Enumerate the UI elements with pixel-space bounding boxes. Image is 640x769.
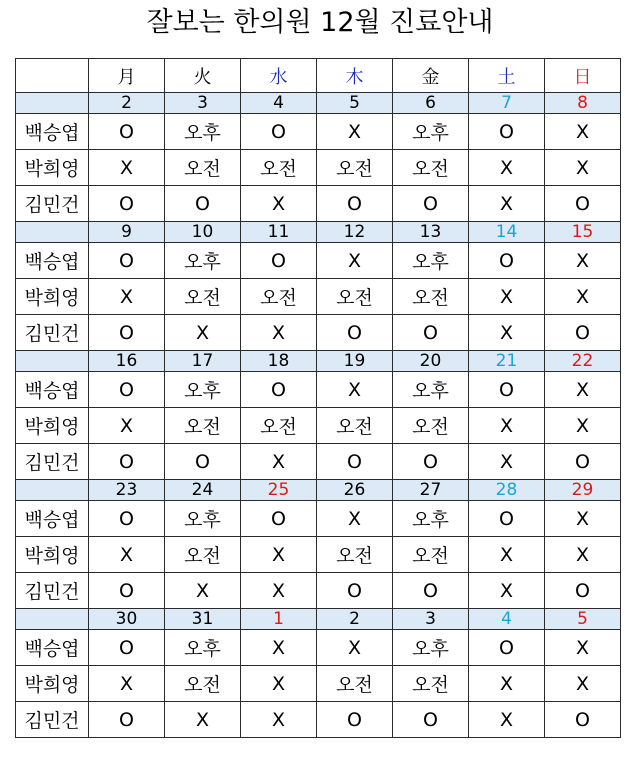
doctor-row — [16, 114, 621, 150]
date-cell: 28 — [469, 480, 545, 501]
schedule-cell: X — [545, 666, 621, 702]
schedule-cell: 오후 — [393, 243, 469, 279]
schedule-cell: X — [165, 315, 241, 351]
schedule-cell: O — [469, 243, 545, 279]
schedule-cell: X — [241, 315, 317, 351]
date-cell: 15 — [545, 222, 621, 243]
header-corner-cell — [16, 59, 89, 93]
schedule-cell: X — [241, 537, 317, 573]
schedule-cell: X — [469, 702, 545, 738]
schedule-cell: O — [317, 444, 393, 480]
schedule-cell: O — [89, 114, 165, 150]
date-cell: 3 — [393, 609, 469, 630]
weekday-header: 金 — [393, 59, 469, 93]
schedule-cell: O — [89, 630, 165, 666]
schedule-cell: X — [545, 537, 621, 573]
schedule-cell: X — [89, 408, 165, 444]
doctor-row — [16, 702, 621, 738]
date-cell: 9 — [89, 222, 165, 243]
page-title: 잘보는 한의원 12월 진료안내 — [146, 7, 494, 38]
schedule-cell: 오전 — [393, 666, 469, 702]
schedule-cell: X — [317, 501, 393, 537]
schedule-cell: X — [469, 666, 545, 702]
schedule-cell: O — [241, 372, 317, 408]
doctor-name: 백승엽 — [16, 372, 89, 408]
doctor-row — [16, 408, 621, 444]
schedule-cell: X — [241, 702, 317, 738]
schedule-cell: X — [545, 150, 621, 186]
schedule-cell: 오후 — [393, 372, 469, 408]
schedule-cell: X — [241, 444, 317, 480]
date-row — [16, 351, 621, 372]
doctor-row — [16, 243, 621, 279]
schedule-cell: X — [469, 573, 545, 609]
schedule-table — [15, 58, 621, 738]
schedule-cell: X — [317, 630, 393, 666]
schedule-cell: O — [545, 444, 621, 480]
doctor-name: 백승엽 — [16, 501, 89, 537]
date-cell: 29 — [545, 480, 621, 501]
date-cell: 21 — [469, 351, 545, 372]
doctor-name: 박희영 — [16, 279, 89, 315]
date-cell: 6 — [393, 93, 469, 114]
date-row — [16, 222, 621, 243]
doctor-name: 김민건 — [16, 315, 89, 351]
schedule-cell: O — [89, 702, 165, 738]
date-cell: 31 — [165, 609, 241, 630]
schedule-cell: X — [89, 150, 165, 186]
date-cell: 8 — [545, 93, 621, 114]
date-row — [16, 609, 621, 630]
date-cell: 22 — [545, 351, 621, 372]
schedule-cell: O — [89, 573, 165, 609]
weekday-header: 木 — [317, 59, 393, 93]
schedule-cell: O — [241, 114, 317, 150]
schedule-cell: X — [317, 114, 393, 150]
date-row-label-cell — [16, 222, 89, 243]
schedule-cell: 오후 — [165, 630, 241, 666]
schedule-cell: 오전 — [317, 666, 393, 702]
schedule-cell: X — [241, 573, 317, 609]
schedule-cell: O — [165, 444, 241, 480]
doctor-name: 백승엽 — [16, 243, 89, 279]
weekday-header: 火 — [165, 59, 241, 93]
schedule-cell: X — [165, 573, 241, 609]
doctor-row — [16, 537, 621, 573]
schedule-cell: O — [89, 315, 165, 351]
schedule-cell: 오전 — [241, 150, 317, 186]
schedule-cell: O — [545, 573, 621, 609]
weekday-header: 水 — [241, 59, 317, 93]
doctor-name: 박희영 — [16, 408, 89, 444]
schedule-cell: X — [469, 186, 545, 222]
schedule-cell: X — [545, 501, 621, 537]
schedule-cell: 오전 — [165, 408, 241, 444]
schedule-cell: O — [393, 186, 469, 222]
doctor-name: 김민건 — [16, 186, 89, 222]
date-cell: 5 — [545, 609, 621, 630]
schedule-cell: 오전 — [165, 537, 241, 573]
doctor-name: 박희영 — [16, 150, 89, 186]
schedule-cell: X — [545, 630, 621, 666]
doctor-row — [16, 630, 621, 666]
schedule-cell: O — [241, 243, 317, 279]
date-cell: 27 — [393, 480, 469, 501]
schedule-cell: X — [545, 372, 621, 408]
schedule-cell: O — [393, 315, 469, 351]
schedule-cell: O — [393, 573, 469, 609]
schedule-cell: 오전 — [393, 279, 469, 315]
date-cell: 30 — [89, 609, 165, 630]
doctor-row — [16, 150, 621, 186]
date-cell: 10 — [165, 222, 241, 243]
date-cell: 11 — [241, 222, 317, 243]
date-row-label-cell — [16, 93, 89, 114]
doctor-name: 백승엽 — [16, 114, 89, 150]
date-cell: 4 — [241, 93, 317, 114]
date-cell: 13 — [393, 222, 469, 243]
date-cell: 19 — [317, 351, 393, 372]
schedule-cell: O — [469, 114, 545, 150]
date-cell: 4 — [469, 609, 545, 630]
schedule-cell: 오전 — [317, 150, 393, 186]
schedule-cell: O — [545, 186, 621, 222]
schedule-cell: O — [545, 315, 621, 351]
doctor-name: 박희영 — [16, 537, 89, 573]
schedule-cell: O — [545, 702, 621, 738]
schedule-cell: O — [317, 186, 393, 222]
date-cell: 16 — [89, 351, 165, 372]
date-row — [16, 480, 621, 501]
schedule-cell: 오전 — [165, 666, 241, 702]
schedule-cell: O — [241, 501, 317, 537]
schedule-cell: 오후 — [393, 501, 469, 537]
schedule-cell: O — [469, 630, 545, 666]
schedule-cell: O — [89, 501, 165, 537]
schedule-cell: O — [393, 444, 469, 480]
schedule-cell: 오전 — [393, 150, 469, 186]
doctor-row — [16, 501, 621, 537]
schedule-cell: X — [89, 279, 165, 315]
date-cell: 12 — [317, 222, 393, 243]
date-cell: 1 — [241, 609, 317, 630]
doctor-name: 김민건 — [16, 573, 89, 609]
schedule-cell: 오전 — [241, 279, 317, 315]
doctor-row — [16, 372, 621, 408]
schedule-cell: O — [89, 186, 165, 222]
schedule-cell: 오전 — [165, 279, 241, 315]
schedule-cell: 오전 — [393, 408, 469, 444]
schedule-cell: X — [165, 702, 241, 738]
schedule-cell: X — [317, 243, 393, 279]
date-cell: 20 — [393, 351, 469, 372]
schedule-cell: O — [89, 372, 165, 408]
schedule-cell: 오전 — [317, 537, 393, 573]
date-cell: 25 — [241, 480, 317, 501]
doctor-name: 김민건 — [16, 444, 89, 480]
weekday-header-row — [16, 59, 621, 93]
schedule-cell: O — [317, 315, 393, 351]
schedule-cell: X — [469, 279, 545, 315]
schedule-cell: X — [545, 408, 621, 444]
schedule-cell: X — [545, 279, 621, 315]
doctor-name: 박희영 — [16, 666, 89, 702]
weekday-header: 月 — [89, 59, 165, 93]
schedule-cell: O — [89, 444, 165, 480]
weekday-header: 日 — [545, 59, 621, 93]
date-row — [16, 93, 621, 114]
schedule-cell: X — [241, 630, 317, 666]
doctor-row — [16, 444, 621, 480]
date-cell: 17 — [165, 351, 241, 372]
schedule-cell: O — [469, 372, 545, 408]
doctor-row — [16, 573, 621, 609]
schedule-cell: 오후 — [165, 372, 241, 408]
schedule-cell: O — [317, 702, 393, 738]
date-cell: 2 — [317, 609, 393, 630]
schedule-cell: X — [317, 372, 393, 408]
date-cell: 26 — [317, 480, 393, 501]
weekday-header: 土 — [469, 59, 545, 93]
schedule-cell: X — [241, 666, 317, 702]
schedule-cell: 오전 — [317, 408, 393, 444]
doctor-row — [16, 279, 621, 315]
schedule-cell: X — [469, 315, 545, 351]
schedule-cell: 오전 — [317, 279, 393, 315]
schedule-cell: 오후 — [393, 630, 469, 666]
schedule-cell: X — [469, 150, 545, 186]
doctor-row — [16, 186, 621, 222]
schedule-cell: X — [89, 537, 165, 573]
schedule-cell: O — [165, 186, 241, 222]
doctor-name: 백승엽 — [16, 630, 89, 666]
schedule-cell: X — [469, 537, 545, 573]
date-cell: 14 — [469, 222, 545, 243]
date-cell: 5 — [317, 93, 393, 114]
doctor-row — [16, 315, 621, 351]
schedule-cell: 오전 — [393, 537, 469, 573]
schedule-cell: O — [317, 573, 393, 609]
schedule-cell: X — [89, 666, 165, 702]
schedule-cell: 오전 — [241, 408, 317, 444]
date-cell: 24 — [165, 480, 241, 501]
schedule-cell: X — [469, 444, 545, 480]
schedule-cell: X — [545, 243, 621, 279]
schedule-cell: X — [469, 408, 545, 444]
schedule-cell: 오후 — [393, 114, 469, 150]
date-row-label-cell — [16, 480, 89, 501]
schedule-cell: O — [393, 702, 469, 738]
schedule-cell: O — [89, 243, 165, 279]
schedule-cell: 오전 — [165, 150, 241, 186]
date-cell: 23 — [89, 480, 165, 501]
date-cell: 3 — [165, 93, 241, 114]
doctor-name: 김민건 — [16, 702, 89, 738]
schedule-cell: O — [469, 501, 545, 537]
date-cell: 7 — [469, 93, 545, 114]
schedule-cell: X — [545, 114, 621, 150]
doctor-row — [16, 666, 621, 702]
schedule-cell: 오후 — [165, 114, 241, 150]
schedule-cell: 오후 — [165, 501, 241, 537]
date-cell: 2 — [89, 93, 165, 114]
schedule-cell: X — [241, 186, 317, 222]
schedule-cell: 오후 — [165, 243, 241, 279]
date-cell: 18 — [241, 351, 317, 372]
date-row-label-cell — [16, 609, 89, 630]
date-row-label-cell — [16, 351, 89, 372]
